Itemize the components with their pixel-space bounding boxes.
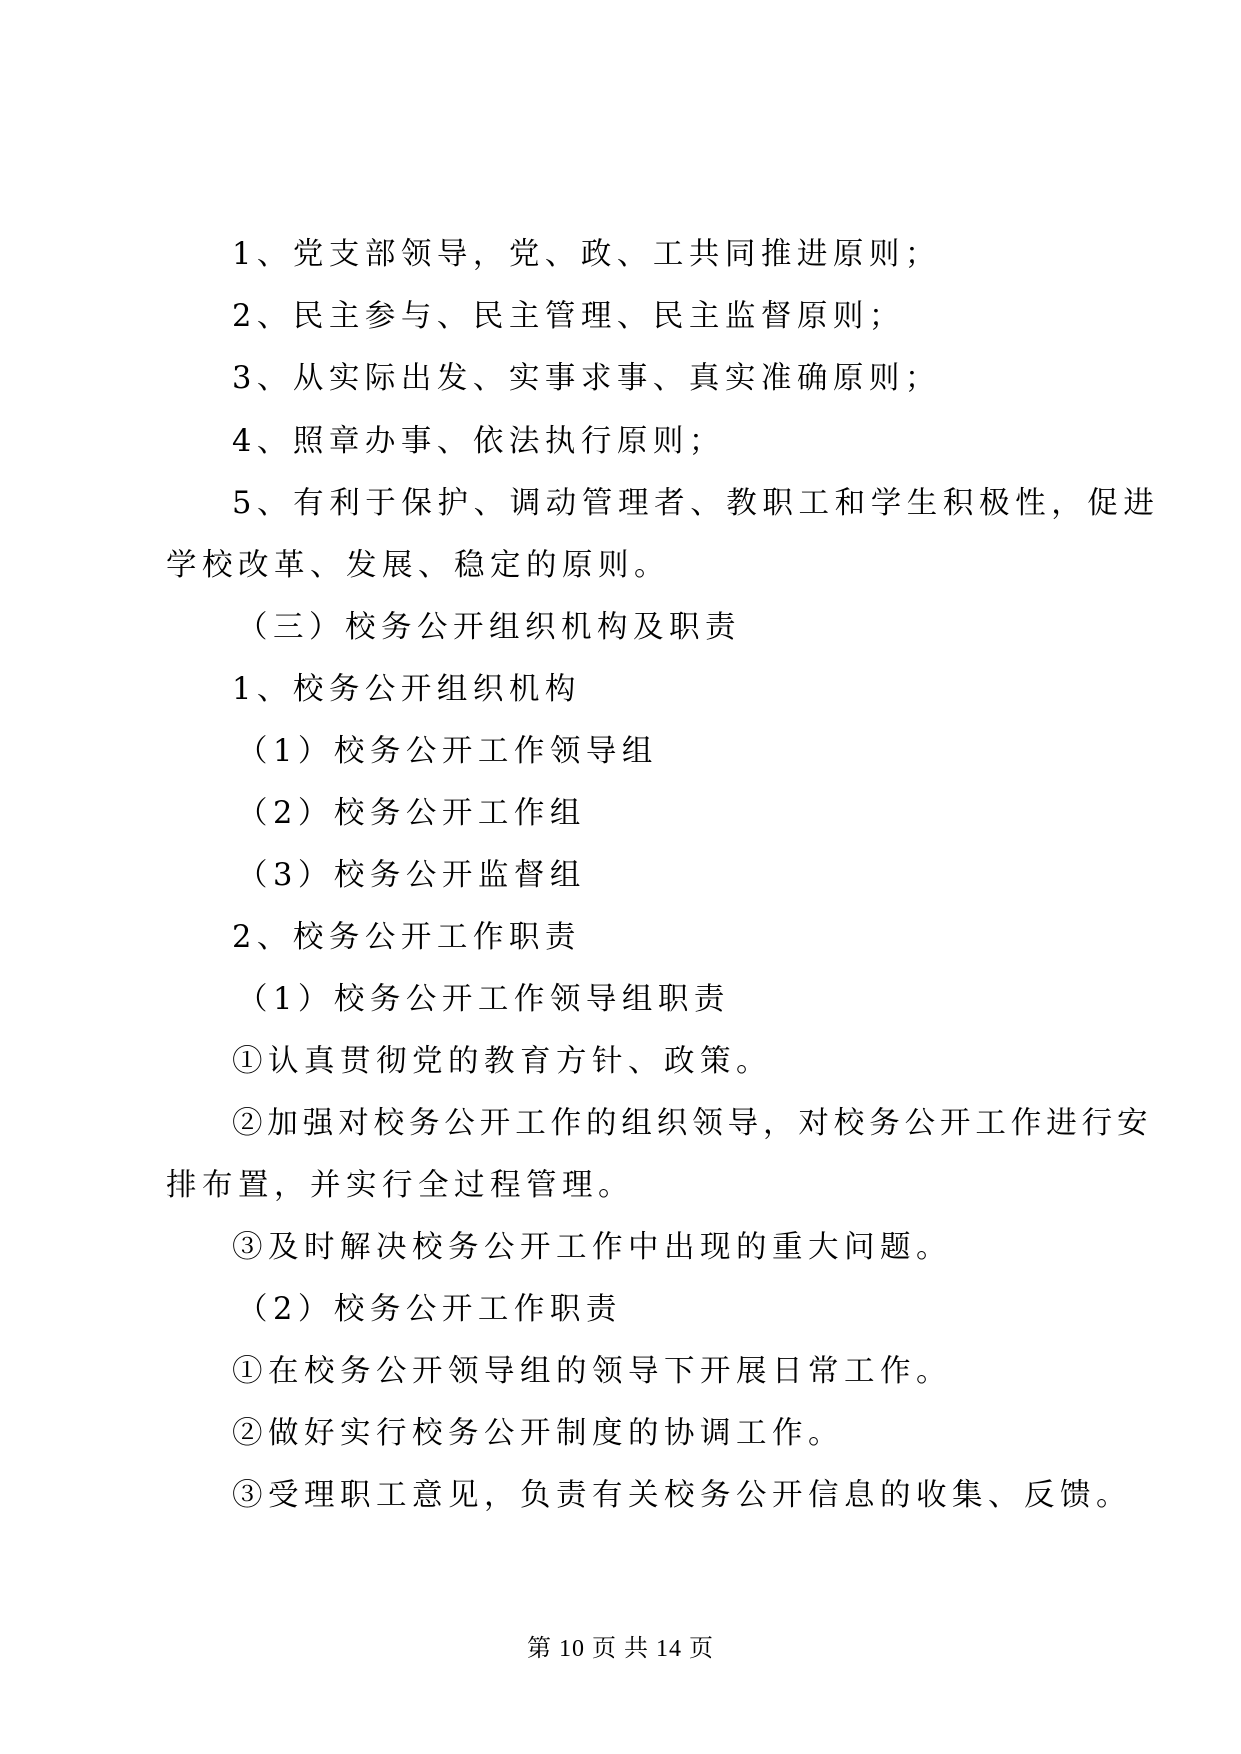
line-17: ③及时解决校务公开工作中出现的重大问题。 — [232, 1230, 952, 1265]
line-11: （3）校务公开监督组 — [237, 858, 586, 893]
line-20: ②做好实行校务公开制度的协调工作。 — [232, 1416, 844, 1451]
line-09: （1）校务公开工作领导组 — [237, 734, 658, 769]
line-21: ③受理职工意见，负责有关校务公开信息的收集、反馈。 — [232, 1478, 1132, 1513]
line-13: （1）校务公开工作领导组职责 — [237, 982, 730, 1017]
line-02: 2、民主参与、民主管理、民主监督原则； — [232, 299, 905, 334]
line-04: 4、照章办事、依法执行原则； — [232, 424, 725, 459]
line-01: 1、党支部领导，党、政、工共同推进原则； — [232, 237, 941, 272]
line-18: （2）校务公开工作职责 — [237, 1292, 622, 1327]
line-08: 1、校务公开组织机构 — [232, 672, 581, 707]
line-06: 学校改革、发展、稳定的原则。 — [166, 548, 670, 583]
line-15: ②加强对校务公开工作的组织领导，对校务公开工作进行安 — [232, 1106, 1153, 1141]
line-14: ①认真贯彻党的教育方针、政策。 — [232, 1044, 772, 1079]
section-heading: （三）校务公开组织机构及职责 — [237, 610, 741, 645]
line-16: 排布置，并实行全过程管理。 — [166, 1168, 634, 1203]
page-indicator: 第 10 页 共 14 页 — [527, 1636, 714, 1662]
line-03: 3、从实际出发、实事求事、真实准确原则； — [232, 361, 941, 396]
line-10: （2）校务公开工作组 — [237, 796, 586, 831]
line-05: 5、有利于保护、调动管理者、教职工和学生积极性，促进 — [232, 486, 1160, 521]
line-19: ①在校务公开领导组的领导下开展日常工作。 — [232, 1354, 952, 1389]
line-12: 2、校务公开工作职责 — [232, 920, 581, 955]
